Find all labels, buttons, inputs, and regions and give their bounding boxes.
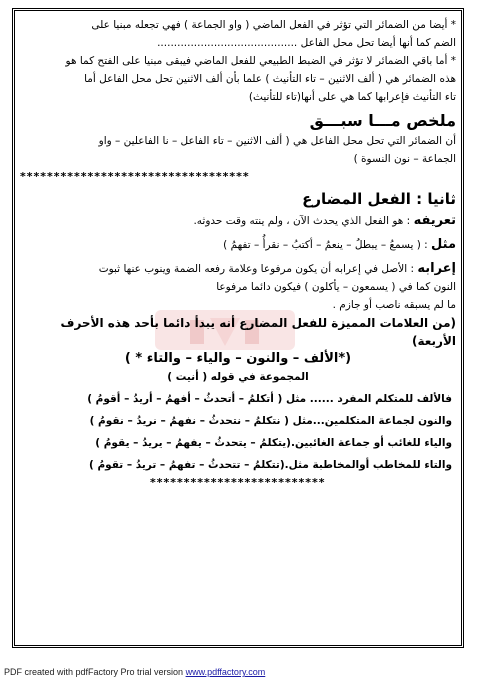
- document-body: [20, 16, 456, 494]
- parsing-line: النون كما في ( يسمعون – يأكلون ) فيكون دائما مرفوعا: [216, 281, 456, 293]
- collected-line: المجموعة في قوله ( أنيت ): [167, 371, 309, 383]
- summary-line: أن الضمائر التي تحل محل الفاعل هي ( ألف الاثنين – تاء الفاعل – نا الفاعلين – واو: [98, 135, 456, 147]
- definition-row: [20, 212, 456, 230]
- example-text: : ( يسمعُ – يبطلُ – ينعمُ – أكتبُ – نقرأُ – تفهمُ ): [223, 239, 428, 251]
- list-item: والياء للغائب أو جماعة الغائبين.(يتكلمُ – يتحدثُ – يفهمُ – يريدُ – يقومُ ): [95, 437, 452, 449]
- parsing-row: [20, 260, 456, 278]
- list-item: فالألف للمتكلم المفرد ...... مثل ( أتكلمُ – أتحدثُ – أفهمُ – أريدُ – أقومُ ): [87, 393, 452, 405]
- definition-term: تعريفه: [413, 213, 456, 228]
- letters-line: (*الألف – والنون – والياء – والتاء * ): [124, 351, 352, 366]
- list-item: والتاء للمخاطب أوالمخاطبة مثل.(تتكلمُ – تتحدثُ – تفهمُ – تريدُ – تقومُ ): [88, 459, 452, 471]
- example-term: مثل: [431, 237, 456, 252]
- footer-link[interactable]: www.pdffactory.com: [185, 667, 266, 677]
- text-line: الضم كما أنها أيضا تحل محل الفاعل ..........................................: [157, 37, 456, 49]
- parsing-line: ما لم يسبقه ناصب أو جازم .: [332, 299, 456, 311]
- text-line: * أيضا من الضمائر التي تؤثر في الفعل الماضي ( واو الجماعة ) فهي تجعله مبنيا على: [91, 19, 456, 31]
- summary-line: الجماعة – نون النسوة ): [353, 153, 456, 165]
- stars-divider: **********************************: [20, 170, 250, 183]
- summary-heading: [20, 110, 456, 132]
- summary-title-b: مـــا: [368, 111, 401, 130]
- summary-title-c: سبـــق: [309, 111, 363, 130]
- text-line: * أما باقي الضمائر لا تؤثر في الضبط الطبيعي للفعل الماضي فيبقى مبنيا على الفتح كما هو: [65, 55, 456, 67]
- pdf-footer: [0, 667, 480, 677]
- section-title: ثانيا : الفعل المضارع: [302, 190, 456, 208]
- footer-text: PDF created with pdfFactory Pro trial version: [4, 667, 186, 677]
- summary-title-a: ملخص: [406, 111, 456, 130]
- definition-text: : هو الفعل الذي يحدث الآن ، ولم ينته وقت حدوثه.: [193, 215, 411, 227]
- list-item: والنون لجماعة المتكلمين...مثل ( نتكلمُ – نتحدثُ – نفهمُ – نريدُ – نقومُ ): [89, 415, 452, 427]
- parsing-text: : الأصل في إعرابه أن يكون مرفوعا وعلامة رفعه الضمة وينوب عنها ثبوت: [98, 263, 414, 275]
- parsing-term: إعرابه: [417, 261, 456, 276]
- stars-divider-end: **************************: [150, 476, 326, 489]
- text-line: تاء التأنيث فإعرابها كما هي على أنها(تاء للتأنيث): [248, 91, 456, 103]
- example-row: [20, 236, 456, 254]
- features-line: (من العلامات المميزة للفعل المضارع أنه يبدأ دائما بأحد هذه الأحرف الأربعة): [60, 316, 456, 348]
- text-line: هذه الضمائر هي ( ألف الاثنين – تاء التأنيث ) علما بأن ألف الاثنين تحل محل الفاعل أما: [84, 73, 456, 85]
- examples-list: [20, 390, 456, 474]
